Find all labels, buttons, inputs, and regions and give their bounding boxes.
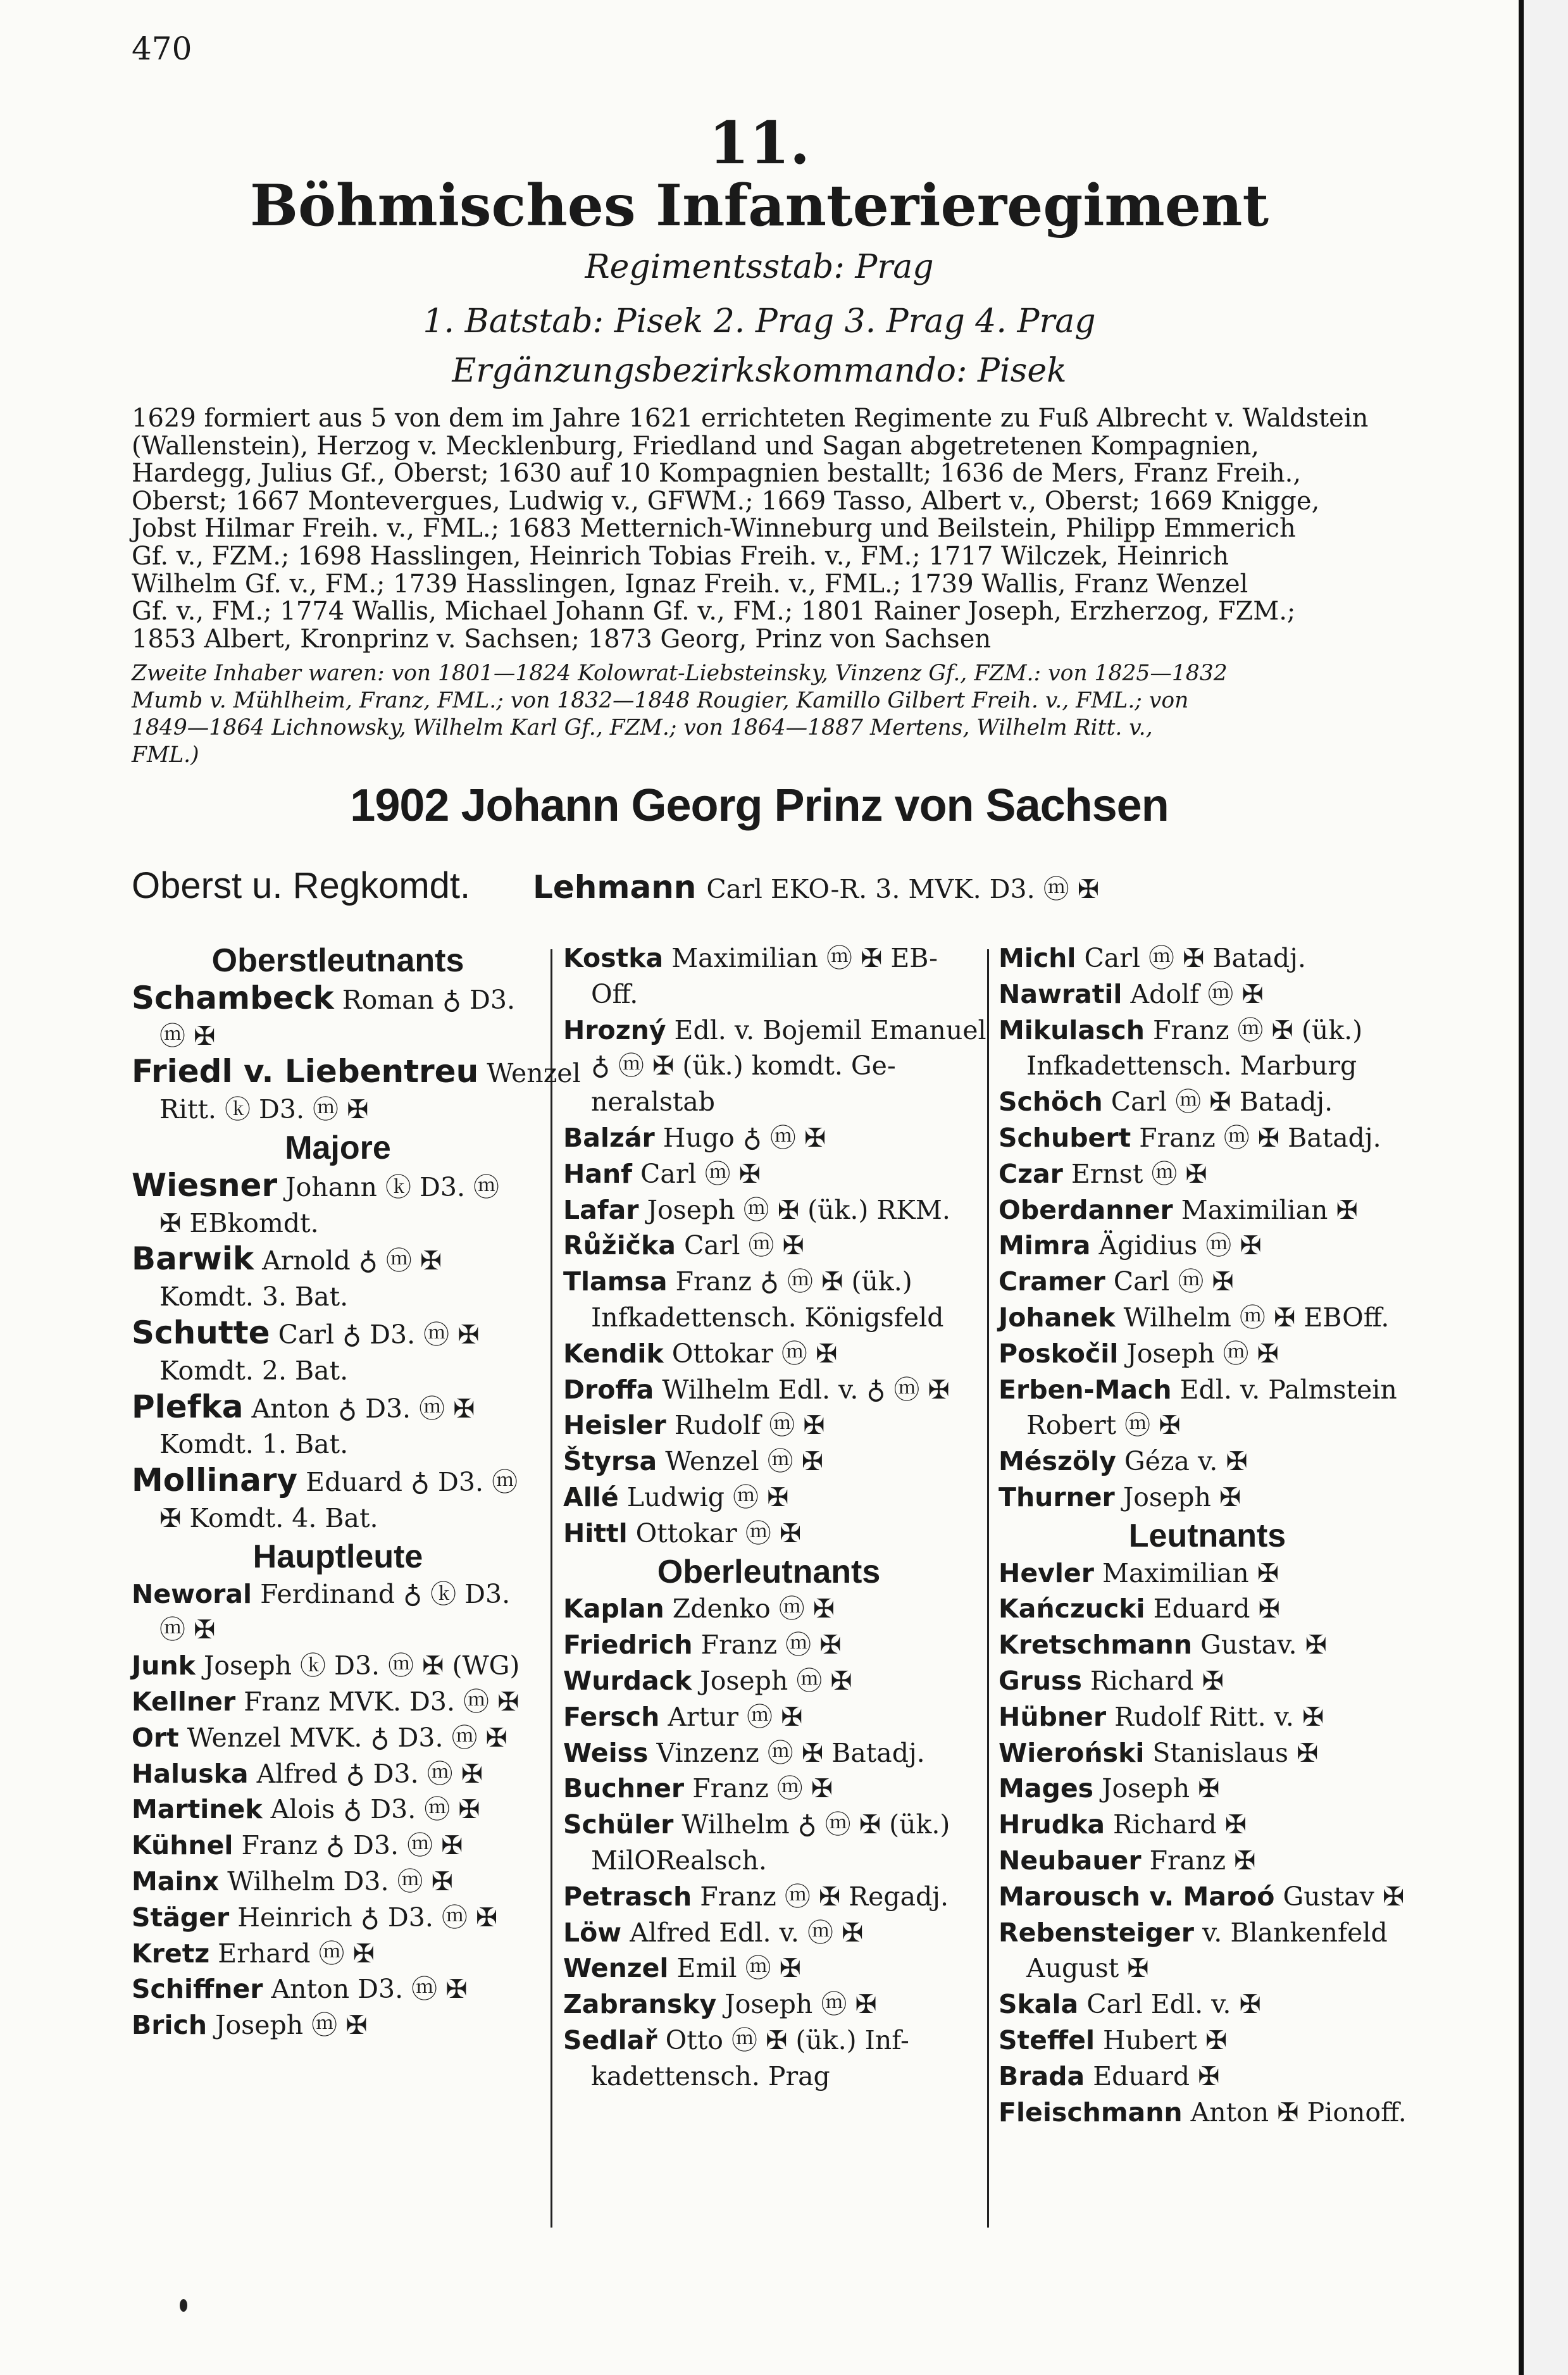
officer-details: Roman ♁ D3. bbox=[333, 984, 516, 1015]
officer-details: Richard ✠ bbox=[1105, 1809, 1247, 1840]
officer-details: Joseph ✠ bbox=[1114, 1481, 1241, 1512]
entry-continuation: Infkadettensch. Marburg bbox=[1026, 1050, 1357, 1082]
officer-name: Kańczucki bbox=[999, 1593, 1145, 1624]
officer-details: Franz ⓜ ✠ Batadj. bbox=[1131, 1122, 1381, 1153]
officer-details: Ottokar ⓜ ✠ bbox=[663, 1338, 838, 1369]
officer-name: Neubauer bbox=[999, 1845, 1142, 1876]
officer-details: Arnold ♁ ⓜ ✠ bbox=[254, 1245, 442, 1276]
officer-details: Carl Edl. v. ✠ bbox=[1078, 1989, 1261, 2020]
officer-name: Oberdanner bbox=[999, 1194, 1173, 1225]
ink-speck bbox=[180, 2299, 187, 2312]
officer-name: Balzár bbox=[563, 1122, 655, 1153]
officer-entry bbox=[132, 980, 544, 1018]
officer-name: Mollinary bbox=[132, 1462, 298, 1499]
officer-entry bbox=[132, 1864, 544, 1900]
officer-name: Mimra bbox=[999, 1230, 1091, 1261]
officer-name: Plefka bbox=[132, 1388, 244, 1425]
officer-details: Stanislaus ✠ bbox=[1144, 1737, 1319, 1768]
officer-details: Ernst ⓜ ✠ bbox=[1062, 1158, 1207, 1189]
officer-name: Mészöly bbox=[999, 1446, 1116, 1477]
officer-details: Franz ♁ D3. ⓜ ✠ bbox=[233, 1830, 463, 1861]
officer-details: Gustav ✠ bbox=[1274, 1881, 1405, 1912]
officer-details: Richard ✠ bbox=[1081, 1665, 1224, 1696]
officer-entry bbox=[999, 1879, 1416, 1915]
officer-entry bbox=[999, 1480, 1416, 1516]
officer-details: Carl ⓜ ✠ Batadj. bbox=[1076, 943, 1306, 973]
officer-entry bbox=[999, 1336, 1416, 1372]
officer-details: Joseph ⓜ ✠ bbox=[716, 1989, 877, 2020]
officer-details: Alois ♁ D3. ⓜ ✠ bbox=[262, 1794, 480, 1825]
officer-entry bbox=[563, 1013, 986, 1049]
officer-entry bbox=[132, 1241, 544, 1279]
officer-entry bbox=[132, 1756, 544, 1792]
officer-details: Anton ✠ Pionoff. bbox=[1182, 2097, 1407, 2128]
officer-entry bbox=[132, 1828, 544, 1864]
officer-entry bbox=[563, 1771, 974, 1807]
officer-details: Alfred ♁ D3. ⓜ ✠ bbox=[248, 1758, 483, 1789]
officer-entry bbox=[563, 1807, 974, 1843]
officer-details: Edl. v. Bojemil Emanuel bbox=[666, 1014, 986, 1045]
officer-entry bbox=[563, 1336, 974, 1372]
officer-name: Löw bbox=[563, 1917, 622, 1948]
officer-details: Adolf ⓜ ✠ bbox=[1122, 978, 1264, 1009]
officer-details: Franz ♁ ⓜ ✠ (ük.) bbox=[667, 1266, 912, 1297]
officer-entry bbox=[132, 1684, 544, 1720]
officer-name: Wiesner bbox=[132, 1166, 278, 1204]
officer-entry bbox=[563, 1950, 974, 1986]
officer-details: Franz ✠ bbox=[1141, 1845, 1256, 1876]
officer-entry bbox=[563, 1156, 974, 1192]
history-line: (Wallenstein), Herzog v. Mecklenburg, Friedland und Sagan abgetretenen Kompagnien, bbox=[132, 431, 1259, 461]
officer-name: Kühnel bbox=[132, 1830, 233, 1861]
officer-name: Steffel bbox=[999, 2024, 1095, 2055]
officer-entry bbox=[999, 1986, 1416, 2023]
officer-name: Hrudka bbox=[999, 1809, 1105, 1840]
officer-entry bbox=[132, 1900, 544, 1936]
officer-entry bbox=[132, 1792, 544, 1828]
officer-details: Erhard ⓜ ✠ bbox=[209, 1938, 375, 1969]
officer-details: Johann ⓚ D3. ⓜ bbox=[277, 1171, 500, 1202]
officer-details: Joseph ✠ bbox=[1093, 1773, 1220, 1804]
holders-line: Mumb v. Mühlheim, Franz, FML.; von 1832—1848 Rougier, Kamillo Gilbert Freih. v., FML.; von bbox=[132, 688, 1189, 713]
holders-line: FML.) bbox=[132, 742, 199, 768]
officer-details: Carl ⓜ ✠ Batadj. bbox=[1102, 1087, 1333, 1118]
entry-continuation: Robert ⓜ ✠ bbox=[1026, 1410, 1181, 1441]
officer-name: Barwik bbox=[132, 1240, 254, 1278]
officer-name: Heisler bbox=[563, 1410, 666, 1441]
officer-entry bbox=[132, 2007, 544, 2043]
officer-name: Fleischmann bbox=[999, 2097, 1183, 2128]
entry-continuation: Komdt. 3. Bat. bbox=[159, 1281, 349, 1312]
officer-details: Wenzel bbox=[478, 1058, 581, 1089]
officer-details: Rudolf Ritt. v. ✠ bbox=[1106, 1701, 1324, 1732]
officer-entry bbox=[563, 1372, 974, 1408]
officer-entry bbox=[999, 1192, 1416, 1228]
officer-details: Ottokar ⓜ ✠ bbox=[627, 1518, 802, 1549]
officer-entry bbox=[563, 1407, 974, 1443]
officer-name: Nawratil bbox=[999, 978, 1123, 1009]
officer-entry bbox=[563, 1663, 974, 1699]
officer-name: Kellner bbox=[132, 1686, 236, 1717]
officer-entry bbox=[563, 1879, 974, 1915]
oberst-name: Lehmann bbox=[533, 869, 697, 906]
officer-details: Zdenko ⓜ ✠ bbox=[664, 1593, 835, 1624]
officer-details: Maximilian ✠ bbox=[1093, 1557, 1279, 1588]
entry-continuation: neralstab bbox=[591, 1087, 716, 1118]
officer-entry bbox=[999, 940, 1416, 976]
officer-entry bbox=[999, 1591, 1416, 1627]
rank-heading: Leutnants bbox=[1128, 1517, 1286, 1554]
page-edge-shadow bbox=[1519, 0, 1524, 2375]
history-line: 1629 formiert aus 5 von dem im Jahre 1621 errichteten Regimente zu Fuß Albrecht v. Waldstein bbox=[132, 404, 1369, 433]
officer-name: Thurner bbox=[999, 1481, 1115, 1512]
officer-details: Ägidius ⓜ ✠ bbox=[1090, 1230, 1262, 1261]
officer-name: Hevler bbox=[999, 1557, 1094, 1588]
officer-name: Gruss bbox=[999, 1665, 1082, 1696]
officer-name: Michl bbox=[999, 943, 1076, 973]
officer-name: Stäger bbox=[132, 1902, 230, 1933]
officer-entry bbox=[132, 1389, 544, 1427]
officer-entry bbox=[132, 1936, 544, 1972]
officer-entry bbox=[999, 1120, 1416, 1156]
officer-details: Joseph ⓜ ✠ bbox=[1118, 1338, 1279, 1369]
officer-details: Carl ⓜ ✠ bbox=[675, 1230, 804, 1261]
entry-continuation: Komdt. 2. Bat. bbox=[159, 1355, 349, 1386]
page-margin bbox=[1524, 0, 1568, 2375]
officer-details: Franz ⓜ ✠ Regadj. bbox=[692, 1881, 949, 1912]
officer-details: Wenzel ⓜ ✠ bbox=[657, 1446, 824, 1477]
officer-name: Poskočil bbox=[999, 1338, 1119, 1369]
officer-name: Johanek bbox=[999, 1302, 1116, 1333]
officer-name: Hübner bbox=[999, 1701, 1107, 1732]
column-rule bbox=[987, 949, 989, 2228]
officer-entry bbox=[563, 1192, 974, 1228]
officer-entry bbox=[563, 1699, 974, 1735]
oberst-label: Oberst u. Regkomdt. bbox=[132, 865, 471, 906]
officer-details: Hugo ♁ ⓜ ✠ bbox=[654, 1122, 826, 1153]
officer-name: Friedl v. Liebentreu bbox=[132, 1053, 479, 1090]
officer-name: Cramer bbox=[999, 1266, 1105, 1297]
officer-name: Buchner bbox=[563, 1773, 685, 1804]
officer-name: Droffa bbox=[563, 1374, 654, 1405]
officer-details: Emil ⓜ ✠ bbox=[668, 1953, 801, 1984]
officer-entry bbox=[563, 940, 974, 976]
officer-name: Kretschmann bbox=[999, 1630, 1193, 1661]
page-number: 470 bbox=[132, 30, 192, 67]
entry-continuation: Komdt. 1. Bat. bbox=[159, 1429, 349, 1460]
history-line: Wilhelm Gf. v., FM.; 1739 Hasslingen, Ignaz Freih. v., FML.; 1739 Wallis, Franz Wenzel bbox=[132, 569, 1248, 599]
officer-details: Carl ⓜ ✠ bbox=[1105, 1266, 1234, 1297]
ergaenzungsbezirkskommando: Ergänzungsbezirkskommando: Pisek bbox=[452, 352, 1067, 390]
officer-details: Alfred Edl. v. ⓜ ✠ bbox=[621, 1917, 864, 1948]
officer-entry bbox=[132, 1720, 544, 1756]
officer-name: Wenzel bbox=[563, 1953, 669, 1984]
officer-details: Wilhelm D3. ⓜ ✠ bbox=[219, 1866, 453, 1897]
column-rule bbox=[551, 949, 552, 2228]
officer-entry bbox=[563, 1443, 974, 1480]
oberst-entry bbox=[533, 868, 1099, 906]
officer-name: Schiffner bbox=[132, 1974, 263, 2005]
officer-name: Wieroński bbox=[999, 1737, 1145, 1768]
officer-name: Allé bbox=[563, 1481, 619, 1512]
history-line: 1853 Albert, Kronprinz v. Sachsen; 1873 Georg, Prinz von Sachsen bbox=[132, 624, 992, 654]
entry-continuation: ✠ EBkomdt. bbox=[159, 1207, 319, 1238]
officer-name: Štyrsa bbox=[563, 1446, 657, 1477]
holders-line: 1849—1864 Lichnowsky, Wilhelm Karl Gf., FZM.; von 1864—1887 Mertens, Wilhelm Ritt. v., bbox=[132, 715, 1153, 740]
officer-entry bbox=[563, 1627, 974, 1663]
officer-details: Joseph ⓜ ✠ bbox=[692, 1665, 852, 1696]
entry-continuation: Ritt. ⓚ D3. ⓜ ✠ bbox=[159, 1094, 369, 1125]
officer-name: Junk bbox=[132, 1650, 196, 1681]
officer-entry bbox=[999, 1156, 1416, 1192]
officer-name: Kostka bbox=[563, 943, 664, 973]
entry-continuation: ✠ Komdt. 4. Bat. bbox=[159, 1502, 378, 1533]
officer-details: Joseph ⓜ ✠ bbox=[207, 2010, 368, 2041]
officer-details: Eduard ♁ D3. ⓜ bbox=[297, 1467, 518, 1498]
officer-name: Mikulasch bbox=[999, 1014, 1145, 1045]
rank-heading: Hauptleute bbox=[252, 1538, 423, 1575]
officer-column-1 bbox=[132, 940, 581, 2043]
officer-entry bbox=[999, 1443, 1416, 1480]
officer-entry bbox=[132, 1315, 544, 1353]
holders-line: Zweite Inhaber waren: von 1801—1824 Kolowrat-Liebsteinsky, Vinzenz Gf., FZM.: von 1825—1832 bbox=[132, 661, 1228, 686]
officer-details: Franz ⓜ ✠ (ük.) bbox=[1144, 1014, 1363, 1045]
officer-entry bbox=[999, 1372, 1416, 1408]
entry-continuation: Infkadettensch. Königsfeld bbox=[591, 1302, 944, 1333]
officer-name: Marousch v. Maroó bbox=[999, 1881, 1275, 1912]
rank-heading: Majore bbox=[285, 1129, 391, 1166]
officer-entry bbox=[999, 1555, 1416, 1592]
officer-name: Hrozný bbox=[563, 1014, 666, 1045]
officer-details: Gustav. ✠ bbox=[1192, 1630, 1327, 1661]
officer-details: Anton ♁ D3. ⓜ ✠ bbox=[243, 1393, 475, 1424]
officer-details: Franz ⓜ ✠ bbox=[692, 1630, 842, 1661]
officer-name: Rebensteiger bbox=[999, 1917, 1194, 1948]
officer-details: Wilhelm Edl. v. ♁ ⓜ ✠ bbox=[654, 1374, 950, 1405]
regimentsstab: Regimentsstab: Prag bbox=[585, 248, 934, 286]
entry-continuation: Off. bbox=[591, 978, 638, 1009]
officer-entry bbox=[563, 1986, 974, 2023]
officer-details: Géza v. ✠ bbox=[1116, 1446, 1248, 1477]
officer-name: Schutte bbox=[132, 1314, 270, 1351]
officer-entry bbox=[132, 1168, 544, 1206]
officer-name: Friedrich bbox=[563, 1630, 693, 1661]
officer-name: Lafar bbox=[563, 1194, 639, 1225]
second-holders bbox=[132, 660, 1403, 769]
officer-name: Růžička bbox=[563, 1230, 676, 1261]
officer-details: Wenzel MVK. ♁ D3. ⓜ ✠ bbox=[178, 1722, 507, 1753]
officer-details: Hubert ✠ bbox=[1095, 2024, 1228, 2055]
officer-name: Brada bbox=[999, 2060, 1085, 2091]
entry-continuation: August ✠ bbox=[1026, 1953, 1149, 1984]
officer-name: Fersch bbox=[563, 1701, 660, 1732]
officer-name: Haluska bbox=[132, 1758, 249, 1789]
officer-name: Brich bbox=[132, 2010, 208, 2041]
officer-details: Joseph ⓚ D3. ⓜ ✠ (WG) bbox=[195, 1650, 520, 1681]
regiment-title: Böhmisches Infanterieregiment bbox=[249, 172, 1269, 239]
officer-details: Eduard ✠ bbox=[1145, 1593, 1280, 1624]
history-line: Oberst; 1667 Montevergues, Ludwig v., GFWM.; 1669 Tasso, Albert v., Oberst; 1669 Knigge, bbox=[132, 486, 1320, 516]
officer-details: Heinrich ♁ D3. ⓜ ✠ bbox=[229, 1902, 498, 1933]
officer-name: Schubert bbox=[999, 1122, 1131, 1153]
officer-name: Mainx bbox=[132, 1866, 220, 1897]
officer-name: Schambeck bbox=[132, 979, 334, 1016]
officer-details: Carl ⓜ ✠ bbox=[632, 1158, 761, 1189]
officer-entry bbox=[563, 2023, 974, 2059]
officer-name: Martinek bbox=[132, 1794, 263, 1825]
officer-name: Czar bbox=[999, 1158, 1063, 1189]
officer-entry bbox=[999, 976, 1416, 1013]
officer-details: Joseph ⓜ ✠ (ük.) RKM. bbox=[638, 1194, 950, 1225]
officer-details: Franz ⓜ ✠ bbox=[684, 1773, 833, 1804]
officer-details: Otto ⓜ ✠ (ük.) Inf- bbox=[657, 2024, 909, 2055]
officer-entry bbox=[563, 1228, 974, 1264]
officer-entry bbox=[132, 1576, 544, 1612]
regiment-history bbox=[132, 405, 1403, 653]
regiment-inhaber: 1902 Johann Georg Prinz von Sachsen bbox=[350, 780, 1169, 831]
officer-details: Ferdinand ♁ ⓚ D3. bbox=[252, 1578, 511, 1609]
officer-details: Vinzenz ⓜ ✠ Batadj. bbox=[648, 1737, 925, 1768]
officer-name: Sedlař bbox=[563, 2024, 657, 2055]
officer-entry bbox=[999, 1735, 1416, 1771]
officer-details: Maximilian ✠ bbox=[1173, 1194, 1358, 1225]
officer-name: Schöch bbox=[999, 1087, 1103, 1118]
officer-entry bbox=[132, 1462, 544, 1500]
rank-heading: Oberleutnants bbox=[657, 1553, 881, 1590]
officer-entry bbox=[999, 1084, 1416, 1120]
officer-entry bbox=[999, 1771, 1416, 1807]
officer-entry bbox=[999, 1627, 1416, 1663]
officer-details: Carl ♁ D3. ⓜ ✠ bbox=[270, 1319, 480, 1350]
officer-details: v. Blankenfeld bbox=[1193, 1917, 1388, 1948]
officer-name: Skala bbox=[999, 1989, 1079, 2020]
officer-name: Kretz bbox=[132, 1938, 210, 1969]
officer-entry bbox=[999, 1264, 1416, 1300]
officer-name: Tlamsa bbox=[563, 1266, 668, 1297]
oberst-details: Carl EKO-R. 3. MVK. D3. ⓜ ✠ bbox=[706, 874, 1100, 904]
history-line: Gf. v., FM.; 1774 Wallis, Michael Johann Gf. v., FM.; 1801 Rainer Joseph, Erzherzog, FZM.; bbox=[132, 597, 1296, 626]
batstab: 1. Batstab: Pisek 2. Prag 3. Prag 4. Prag bbox=[423, 302, 1096, 340]
officer-entry bbox=[563, 1480, 974, 1516]
officer-entry bbox=[999, 2059, 1416, 2095]
officer-name: Mages bbox=[999, 1773, 1094, 1804]
rank-heading: Oberstleutnants bbox=[211, 942, 464, 979]
officer-entry bbox=[132, 1053, 581, 1092]
officer-entry bbox=[563, 1516, 974, 1552]
officer-entry bbox=[999, 1807, 1416, 1843]
officer-column-3 bbox=[999, 940, 1416, 2130]
officer-details: Wilhelm ♁ ⓜ ✠ (ük.) bbox=[673, 1809, 950, 1840]
officer-entry bbox=[999, 1228, 1416, 1264]
officer-details: Franz MVK. D3. ⓜ ✠ bbox=[235, 1686, 520, 1717]
officer-entry bbox=[563, 1591, 974, 1627]
officer-name: Ort bbox=[132, 1722, 179, 1753]
officer-entry bbox=[999, 2023, 1416, 2059]
officer-details: Rudolf ⓜ ✠ bbox=[666, 1410, 825, 1441]
officer-name: Hanf bbox=[563, 1158, 633, 1189]
officer-entry bbox=[132, 1971, 544, 2007]
officer-details: Anton D3. ⓜ ✠ bbox=[263, 1974, 468, 2005]
officer-entry bbox=[132, 1648, 544, 1684]
officer-entry bbox=[563, 1120, 974, 1156]
officer-name: Weiss bbox=[563, 1737, 649, 1768]
officer-name: Neworal bbox=[132, 1578, 252, 1609]
officer-details: Eduard ✠ bbox=[1085, 2060, 1220, 2091]
officer-entry bbox=[999, 1915, 1416, 1951]
officer-name: Schüler bbox=[563, 1809, 674, 1840]
officer-name: Petrasch bbox=[563, 1881, 692, 1912]
officer-entry bbox=[999, 1843, 1416, 1879]
officer-entry bbox=[563, 1735, 974, 1771]
entry-continuation: kadettensch. Prag bbox=[591, 2060, 830, 2091]
officer-name: Kaplan bbox=[563, 1593, 664, 1624]
officer-name: Hittl bbox=[563, 1518, 628, 1549]
history-line: Jobst Hilmar Freih. v., FML.; 1683 Metternich-Winneburg und Beilstein, Philipp Emmerich bbox=[132, 514, 1296, 544]
officer-entry bbox=[999, 1300, 1416, 1336]
officer-name: Wurdack bbox=[563, 1665, 692, 1696]
entry-continuation: ⓜ ✠ bbox=[159, 1614, 216, 1645]
history-line: Hardegg, Julius Gf., Oberst; 1630 auf 10 Kompagnien bestallt; 1636 de Mers, Franz Freih., bbox=[132, 459, 1302, 489]
officer-name: Kendik bbox=[563, 1338, 664, 1369]
officer-details: Maximilian ⓜ ✠ EB- bbox=[663, 943, 938, 973]
officer-entry bbox=[563, 1915, 974, 1951]
entry-continuation: ⓜ ✠ bbox=[159, 1020, 216, 1051]
officer-entry bbox=[999, 1699, 1416, 1735]
officer-details: Edl. v. Palmstein bbox=[1171, 1374, 1397, 1405]
officer-name: Zabransky bbox=[563, 1989, 717, 2020]
officer-entry bbox=[563, 1264, 974, 1300]
history-line: Gf. v., FZM.; 1698 Hasslingen, Heinrich Tobias Freih. v., FM.; 1717 Wilczek, Heinrich bbox=[132, 541, 1229, 571]
officer-name: Erben-Mach bbox=[999, 1374, 1172, 1405]
officer-entry bbox=[999, 2095, 1416, 2131]
officer-entry bbox=[999, 1013, 1416, 1049]
officer-details: Artur ⓜ ✠ bbox=[659, 1701, 803, 1732]
entry-continuation: ♁ ⓜ ✠ (ük.) komdt. Ge- bbox=[591, 1050, 896, 1082]
officer-column-2 bbox=[563, 940, 986, 2095]
regiment-number: 11. bbox=[708, 109, 811, 177]
officer-entry bbox=[999, 1663, 1416, 1699]
entry-continuation: MilORealsch. bbox=[591, 1845, 767, 1876]
officer-details: Wilhelm ⓜ ✠ EBOff. bbox=[1115, 1302, 1390, 1333]
officer-details: Ludwig ⓜ ✠ bbox=[618, 1481, 789, 1512]
